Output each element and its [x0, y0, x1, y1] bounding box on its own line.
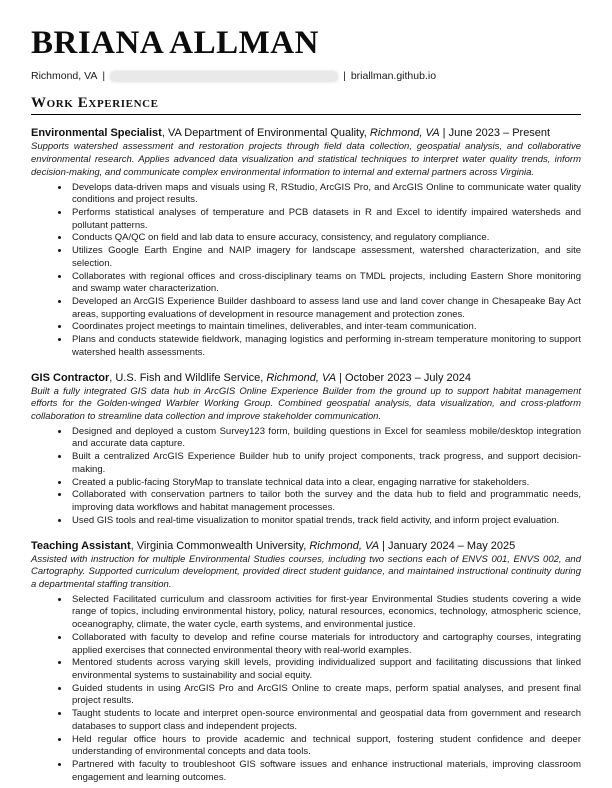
job-bullet-list — [31, 594, 581, 785]
contact-line — [31, 70, 581, 83]
job-heading — [31, 371, 581, 385]
bullet-item: • Built a centralized ArcGIS Experience Builder hub to unify project components, track progress, and support decision-making. — [70, 451, 581, 476]
job-heading — [31, 539, 581, 553]
contact-website: briallman.github.io — [350, 69, 437, 82]
job-dates: | June 2023 – Present — [439, 127, 551, 140]
contact-divider: | — [343, 69, 346, 82]
bullet-item: • Designed and deployed a custom Survey123 form, building questions in Excel for seamless mobile/desktop integration and accurate data capture. — [70, 426, 581, 451]
job-heading — [31, 126, 581, 140]
job-title: GIS Contractor — [31, 371, 110, 384]
bullet-item: • Develops data-driven maps and visuals using R, RStudio, ArcGIS Pro, and ArcGIS Online to communicate water quality conditions and project results. — [70, 182, 581, 207]
bullet-item: • Mentored students across varying skill levels, providing individualized support and facilitating discussions that linked environmental systems to sustainability and social equity. — [70, 657, 581, 682]
job-summary: Built a fully integrated GIS data hub in ArcGIS Online Experience Builder from the ground up to support habitat management efforts for the Golden-winged Warbler Working Group. Combined geospatial analysis, data visualization, and cross-platform collaboration to streamline data collection and improve stakeholder communication. — [31, 385, 581, 423]
job-title: Environmental Specialist — [31, 127, 162, 140]
bullet-item: • Partnered with faculty to troubleshoot GIS software issues and enhance instructional materials, improving classroom engagement and learning outcomes. — [70, 759, 581, 784]
job-bullet-list — [31, 426, 581, 528]
contact-location: Richmond, VA — [31, 69, 98, 82]
job-organization: , U.S. Fish and Wildlife Service, — [109, 371, 267, 384]
bullet-item: • Developed an ArcGIS Experience Builder dashboard to assess land use and land cover change in Chesapeake Bay Act areas, supporting evaluations of development in resource management and protection zones. — [70, 296, 581, 321]
bullet-item: • Taught students to locate and interpret open-source environmental and geospatial data from government and research databases to support class and independent projects. — [70, 708, 581, 733]
job-entry-teaching-assistant — [31, 539, 581, 785]
job-location: Richmond, VA — [309, 539, 380, 552]
section-title: Work Experience — [31, 94, 159, 111]
job-entry-gis-contractor — [31, 371, 581, 528]
job-location: Richmond, VA — [266, 371, 337, 384]
redacted-contact-info — [110, 71, 338, 82]
job-summary: Supports watershed assessment and restoration projects through field data collection, geospatial analysis, and collaborative environmental research. Applies advanced data visualization and statistical techniques to interpret water quality trends, inform decision-making, and communicate complex environmental information to internal and external partners across Virginia. — [31, 141, 581, 178]
bullet-item: • Utilizes Google Earth Engine and NAIP imagery for landscape assessment, watershed characterization, and site selection. — [70, 245, 581, 270]
bullet-item: • Coordinates project meetings to maintain timelines, deliverables, and inter-team communication. — [70, 321, 581, 334]
job-bullet-list — [31, 182, 581, 360]
bullet-item: • Collaborated with conservation partners to tailor both the survey and the data hub to field and programmatic needs, improving data workflows and habitat management processes. — [70, 489, 581, 514]
bullet-item: • Collaborated with faculty to develop and refine course materials for introductory and cartography courses, integrating applied exercises that connected environmental theory with real-world examples. — [70, 632, 581, 657]
job-organization: , Virginia Commonwealth University, — [130, 539, 310, 552]
job-entry-environmental-specialist — [31, 126, 581, 359]
work-experience-section-header — [31, 96, 581, 116]
bullet-item: • Plans and conducts statewide fieldwork, managing logistics and performing in-stream temperature monitoring to support watershed health assessments. — [70, 334, 581, 359]
job-location: Richmond, VA — [369, 127, 440, 140]
bullet-item: • Held regular office hours to provide academic and technical support, fostering student confidence and deeper understanding of environmental concepts and data tools. — [70, 734, 581, 759]
job-organization: , VA Department of Environmental Quality, — [161, 127, 370, 140]
contact-divider: | — [102, 69, 106, 82]
job-title: Teaching Assistant — [31, 539, 131, 552]
candidate-name: BRIANA ALLMAN — [31, 25, 319, 61]
bullet-item: • Selected Facilitated curriculum and classroom activities for first-year Environmental Studies students covering a wide range of topics, including environmental history, policy, natural resources, economics, technology, atmospheric science, oceanography, climate, the water cycle, earth systems, and environmental justice. — [70, 594, 581, 632]
job-dates: | October 2023 – July 2024 — [336, 371, 471, 384]
job-dates: | January 2024 – May 2025 — [379, 539, 516, 552]
bullet-item: • Conducts QA/QC on field and lab data to ensure accuracy, consistency, and regulatory compliance. — [70, 232, 581, 245]
bullet-item: • Collaborates with regional offices and cross-disciplinary teams on TMDL projects, including Eastern Shore monitoring and swamp water characterization. — [70, 271, 581, 296]
bullet-item: • Created a public-facing StoryMap to translate technical data into a clear, engaging narrative for stakeholders. — [70, 477, 581, 490]
job-summary: Assisted with instruction for multiple Environmental Studies courses, including two sections each of ENVS 001, ENVS 002, and Cartography. Supported curriculum development, provided direct student guidance, and maintained instructional continuity during a departmental staffing transition. — [31, 553, 581, 590]
bullet-item: • Used GIS tools and real-time visualization to monitor spatial trends, track field activity, and inform project evaluation. — [70, 515, 581, 528]
bullet-item: • Performs statistical analyses of temperature and PCB datasets in R and Excel to identify impaired watersheds and pollutant patterns. — [70, 207, 581, 232]
bullet-item: • Guided students in using ArcGIS Pro and ArcGIS Online to create maps, perform spatial analyses, and present final project results. — [70, 683, 581, 708]
